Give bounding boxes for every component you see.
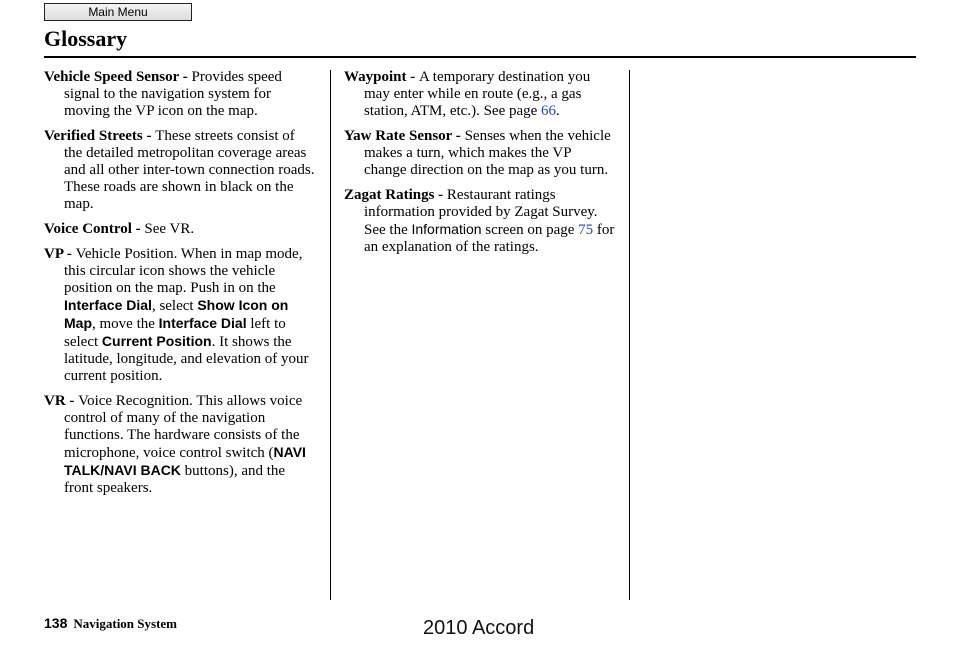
term: VR - xyxy=(44,393,79,409)
definition: See VR. xyxy=(144,221,195,237)
definition-text: Voice Recognition. This allows voice control of many of the navigation functions. The hardware consists of the microphone, voice control switch ( xyxy=(64,393,303,461)
term: Verified Streets - xyxy=(44,128,156,144)
term: Voice Control - xyxy=(44,221,145,237)
definition-text: buttons), and the front speakers. xyxy=(64,463,286,496)
term: VP - xyxy=(44,246,76,262)
page-link-75[interactable]: 75 xyxy=(578,222,594,238)
definition-text: for an explanation of the ratings. xyxy=(364,222,615,255)
watermark: 2010 Accord xyxy=(423,617,535,639)
definition: These streets consist of the detailed metropolitan coverage areas and all other inter-town connection roads. These roads are shown in black on the map. xyxy=(64,128,315,212)
ui-label: NAVI TALK/NAVI BACK xyxy=(64,444,306,478)
definition-text: , move the xyxy=(92,316,159,332)
definition-text: Vehicle Position. When in map mode, this circular icon shows the vehicle position on the map. Push in on the xyxy=(64,246,303,296)
column-divider-1 xyxy=(330,70,331,600)
ui-label: Interface Dial xyxy=(158,315,247,331)
column-divider-2 xyxy=(629,70,630,600)
ui-label: Show Icon on Map xyxy=(64,297,289,331)
term: Zagat Ratings - xyxy=(344,187,447,203)
definition-text: screen on page xyxy=(481,222,579,238)
glossary-column-2 xyxy=(344,69,616,264)
ui-label: Current Position xyxy=(101,333,212,349)
ui-label: Information xyxy=(411,221,482,237)
definition-text: . It shows the latitude, longitude, and elevation of your current position. xyxy=(64,334,309,384)
definition-text: Restaurant ratings information provided by Zagat Survey. See the xyxy=(364,187,598,238)
page-link-66[interactable]: 66 xyxy=(541,103,557,119)
entry-voice-control xyxy=(44,221,316,238)
section-name: Navigation System xyxy=(73,616,177,631)
term: Waypoint - xyxy=(344,69,420,85)
glossary-column-1 xyxy=(44,69,316,505)
entry-waypoint xyxy=(344,69,616,120)
definition-text: , select xyxy=(151,298,198,314)
definition: Provides speed signal to the navigation system for moving the VP icon on the map. xyxy=(64,69,282,119)
page-number: 138 xyxy=(44,615,68,631)
definition: Senses when the vehicle makes a turn, which makes the VP change direction on the map as you turn. xyxy=(364,128,611,178)
page-title: Glossary xyxy=(44,26,128,51)
entry-vp xyxy=(44,246,316,385)
definition-text: left to select xyxy=(64,316,286,350)
ui-label: Interface Dial xyxy=(64,297,152,313)
entry-vr xyxy=(44,393,316,497)
page-footer xyxy=(44,615,177,632)
term: Yaw Rate Sensor - xyxy=(344,128,465,144)
term: Vehicle Speed Sensor - xyxy=(44,69,192,85)
main-menu-button[interactable]: Main Menu xyxy=(44,3,192,21)
title-divider xyxy=(44,56,916,58)
entry-vehicle-speed-sensor xyxy=(44,69,316,120)
definition-text: A temporary destination you may enter while en route (e.g., a gas station, ATM, etc.). See page xyxy=(364,69,591,119)
entry-yaw-rate-sensor xyxy=(344,128,616,179)
entry-zagat-ratings xyxy=(344,187,616,256)
entry-verified-streets xyxy=(44,128,316,213)
definition-text: . xyxy=(556,103,560,119)
